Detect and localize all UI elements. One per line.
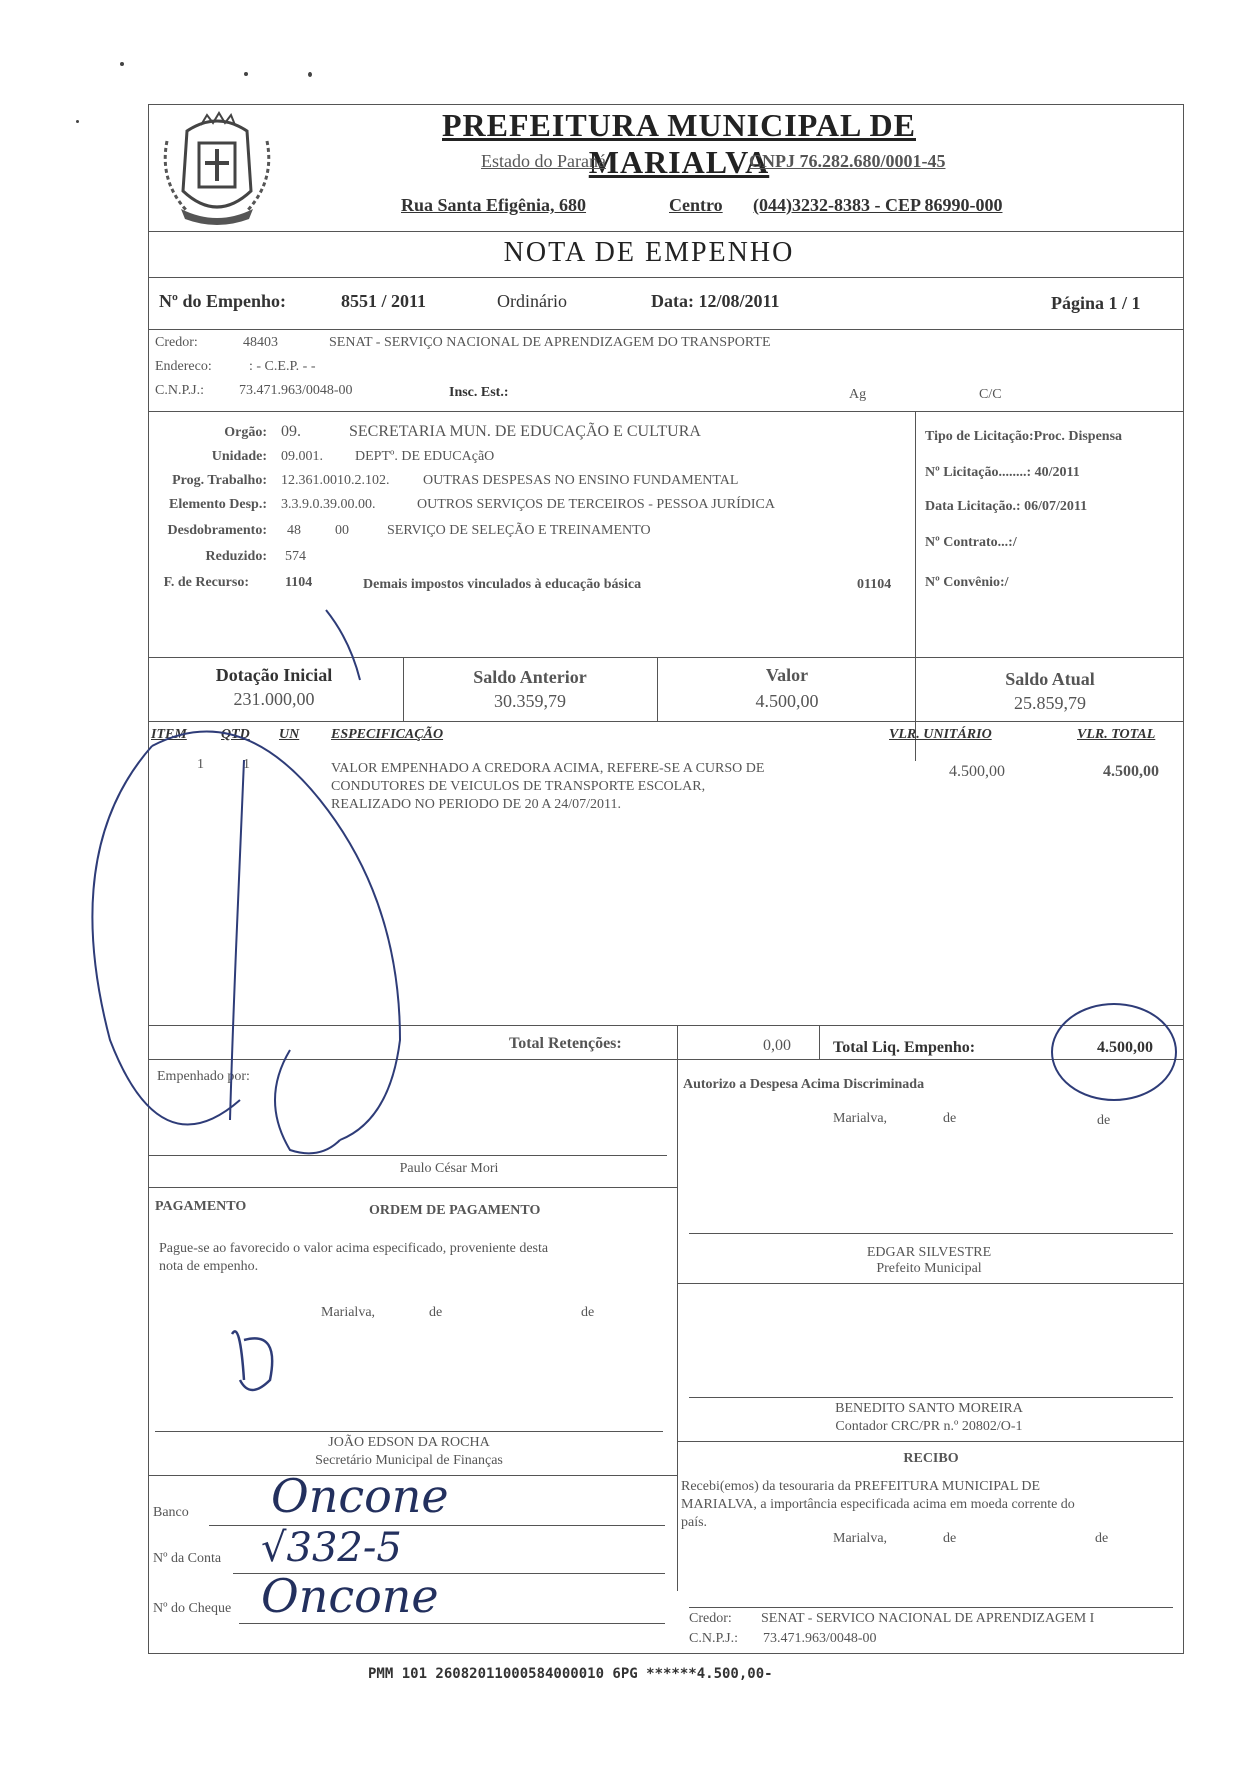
cheque-handwritten: Oncone xyxy=(261,1569,439,1623)
reduzido-label: Reduzido: xyxy=(205,549,267,564)
autorizo-text: Autorizo a Despesa Acima Discriminada xyxy=(683,1077,925,1092)
header-district: Centro xyxy=(669,195,723,215)
col-un: UN xyxy=(279,727,300,742)
valor-label: Valor xyxy=(765,665,809,685)
recibo-cnpj: 73.471.963/0048-00 xyxy=(763,1631,877,1646)
recurso-code: 1104 xyxy=(285,575,313,590)
empenho-number-label: Nº do Empenho: xyxy=(159,291,286,311)
insc-est-label: Insc. Est.: xyxy=(449,385,509,400)
col-unit-value: VLR. UNITÁRIO xyxy=(889,727,992,742)
cheque-label: Nº do Cheque xyxy=(153,1601,232,1616)
elemento-code: 3.3.9.0.39.00.00. xyxy=(281,497,376,512)
col-total-value: VLR. TOTAL xyxy=(1077,727,1156,742)
saldo-anterior-value: 30.359,79 xyxy=(494,691,566,711)
recurso-number: 01104 xyxy=(857,577,892,592)
desdobramento-desc: SERVIÇO DE SELEÇÃO E TREINAMENTO xyxy=(387,523,651,538)
recibo-cnpj-label: C.N.P.J.: xyxy=(689,1631,739,1646)
banco-label: Banco xyxy=(153,1505,189,1520)
recibo-city: Marialva, xyxy=(833,1531,888,1546)
credor-name: SENAT - SERVIÇO NACIONAL DE APRENDIZAGEM DO TRANSPORTE xyxy=(329,335,771,350)
desdobramento-label: Desdobramento: xyxy=(167,523,267,538)
prog-code: 12.361.0010.2.102. xyxy=(281,473,390,488)
footer-code: PMM 101 26082011000584000010 6PG ******4.500,00- xyxy=(368,1666,773,1682)
recibo-text-3: país. xyxy=(681,1515,708,1530)
row-spec-line1: VALOR EMPENHADO A CREDORA ACIMA, REFERE-SE A CURSO DE xyxy=(331,761,765,776)
address-label: Endereco: xyxy=(155,359,212,374)
pague-text-2: nota de empenho. xyxy=(159,1259,259,1274)
recibo-text-2: MARIALVA, a importância especificada acima em moeda corrente do xyxy=(681,1497,1075,1512)
header-phone-cep: (044)3232-8383 - CEP 86990-000 xyxy=(753,195,1003,215)
total-retencoes-value: 0,00 xyxy=(763,1037,791,1054)
row-item: 1 xyxy=(197,757,204,772)
recibo-credor-label: Credor: xyxy=(689,1611,732,1626)
orgao-desc: SECRETARIA MUN. DE EDUCAÇÃO E CULTURA xyxy=(349,423,701,440)
empenho-type: Ordinário xyxy=(497,291,567,311)
secretario-name: JOÃO EDSON DA ROCHA xyxy=(328,1435,490,1450)
licitacao-tipo: Tipo de Licitação:Proc. Dispensa xyxy=(925,429,1123,444)
prog-label: Prog. Trabalho: xyxy=(172,473,267,488)
header-cnpj: CNPJ 76.282.680/0001-45 xyxy=(749,151,946,171)
pagamento-heading: PAGAMENTO xyxy=(155,1199,247,1214)
orgao-label: Orgão: xyxy=(224,425,267,440)
contador-title: Contador CRC/PR n.º 20802/O-1 xyxy=(835,1419,1023,1434)
row-unit-value: 4.500,00 xyxy=(949,763,1005,780)
row-total-value: 4.500,00 xyxy=(1103,763,1159,780)
banco-handwritten: Oncone xyxy=(271,1469,449,1523)
recurso-label: F. de Recurso: xyxy=(163,575,249,590)
conta-handwritten: √332-5 xyxy=(261,1525,402,1571)
licitacao-data: Data Licitação.: 06/07/2011 xyxy=(925,499,1088,514)
empenhado-label: Empenhado por: xyxy=(157,1069,250,1084)
unidade-label: Unidade: xyxy=(211,449,267,464)
elemento-desc: OUTROS SERVIÇOS DE TERCEIROS - PESSOA JURÍDICA xyxy=(417,497,776,512)
recibo-credor-name: SENAT - SERVICO NACIONAL DE APRENDIZAGEM I xyxy=(761,1611,1095,1626)
pague-text-1: Pague-se ao favorecido o valor acima especificado, proveniente desta xyxy=(159,1241,549,1256)
desdobramento-b: 00 xyxy=(335,523,349,538)
valor-value: 4.500,00 xyxy=(755,691,819,711)
dotacao-value: 231.000,00 xyxy=(233,689,315,709)
saldo-atual-label: Saldo Atual xyxy=(1005,669,1095,689)
state-name: Estado do Paraná xyxy=(481,151,606,171)
empenho-date: Data: 12/08/2011 xyxy=(651,291,780,311)
orgao-code: 09. xyxy=(281,423,301,440)
total-retencoes-label: Total Retenções: xyxy=(509,1035,622,1052)
recibo-title: RECIBO xyxy=(903,1451,959,1466)
empenho-number: 8551 / 2011 xyxy=(341,291,427,311)
prefeito-name: EDGAR SILVESTRE xyxy=(866,1245,992,1260)
total-liq-value: 4.500,00 xyxy=(1097,1039,1153,1056)
convenio-number: Nº Convênio:/ xyxy=(925,575,1009,590)
contrato-number: Nº Contrato...:/ xyxy=(925,535,1017,550)
conta-label: Nº da Conta xyxy=(153,1551,222,1566)
unidade-desc: DEPTº. DE EDUCAçãO xyxy=(355,449,495,464)
recurso-desc: Demais impostos vinculados à educação básica xyxy=(363,577,642,592)
ag-label: Ag xyxy=(849,387,867,402)
total-liq-label: Total Liq. Empenho: xyxy=(833,1039,976,1056)
page-number: Página 1 / 1 xyxy=(1051,293,1141,313)
credor-label: Credor: xyxy=(155,335,198,350)
row-spec-line3: REALIZADO NO PERIODO DE 20 A 24/07/2011. xyxy=(331,797,621,812)
page-title: PREFEITURA MUNICIPAL DE MARIALVA xyxy=(442,107,916,180)
cc-label: C/C xyxy=(979,387,1002,402)
ordem-pagamento-heading: ORDEM DE PAGAMENTO xyxy=(369,1203,541,1218)
saldo-atual-value: 25.859,79 xyxy=(1014,693,1086,713)
empenhado-name: Paulo César Mori xyxy=(399,1161,499,1176)
licitacao-numero: Nº Licitação........: 40/2011 xyxy=(925,465,1080,480)
header-address: Rua Santa Efigênia, 680 xyxy=(401,195,587,215)
unidade-code: 09.001. xyxy=(281,449,323,464)
pagamento-city: Marialva, xyxy=(321,1305,376,1320)
pagamento-de-1: de xyxy=(429,1305,443,1320)
document-title: NOTA DE EMPENHO xyxy=(503,237,795,268)
desdobramento-a: 48 xyxy=(287,523,301,538)
prefeito-title: Prefeito Municipal xyxy=(876,1261,982,1276)
saldo-anterior-label: Saldo Anterior xyxy=(473,667,587,687)
autorizo-de-2: de xyxy=(1097,1113,1111,1128)
credor-cnpj-label: C.N.P.J.: xyxy=(155,383,205,398)
autorizo-de-1: de xyxy=(943,1111,957,1126)
recibo-de-1: de xyxy=(943,1531,957,1546)
autorizo-city: Marialva, xyxy=(833,1111,888,1126)
col-qtd: QTD xyxy=(221,727,250,742)
dotacao-label: Dotação Inicial xyxy=(215,665,333,685)
recibo-de-2: de xyxy=(1095,1531,1109,1546)
col-item: ITEM xyxy=(151,727,187,742)
address-value: : - C.E.P. - - xyxy=(249,359,316,374)
row-qtd: 1 xyxy=(243,757,250,772)
col-spec: ESPECIFICAÇÃO xyxy=(331,727,444,742)
pagamento-de-2: de xyxy=(581,1305,595,1320)
contador-name: BENEDITO SANTO MOREIRA xyxy=(835,1401,1023,1416)
elemento-label: Elemento Desp.: xyxy=(169,497,267,512)
prog-desc: OUTRAS DESPESAS NO ENSINO FUNDAMENTAL xyxy=(423,473,739,488)
reduzido-value: 574 xyxy=(285,549,306,564)
secretario-title: Secretário Municipal de Finanças xyxy=(315,1453,503,1468)
credor-cnpj: 73.471.963/0048-00 xyxy=(239,383,353,398)
row-spec-line2: CONDUTORES DE VEICULOS DE TRANSPORTE ESCOLAR, xyxy=(331,779,706,794)
credor-code: 48403 xyxy=(243,335,278,350)
recibo-text-1: Recebi(emos) da tesouraria da PREFEITURA MUNICIPAL DE xyxy=(681,1479,1041,1494)
